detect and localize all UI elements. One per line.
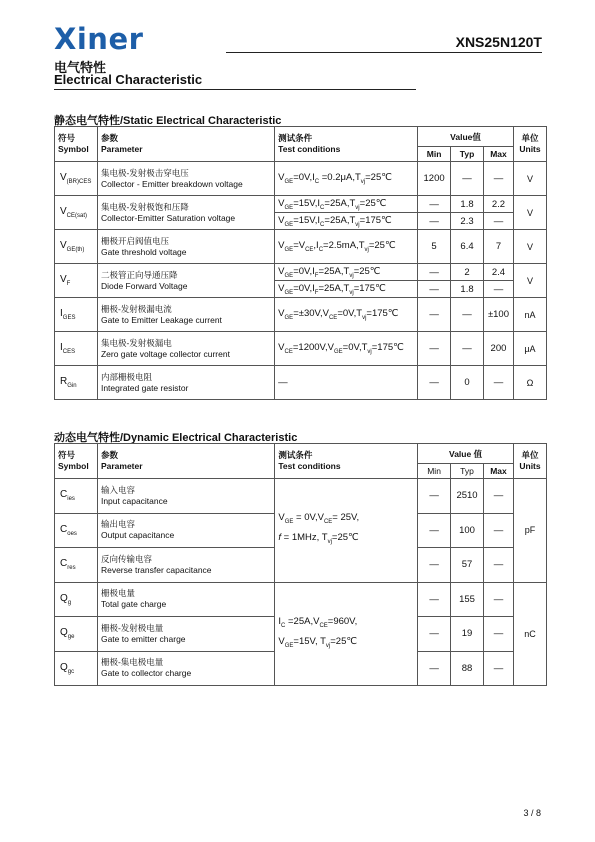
parameter-cell: 栅极-发射极漏电流 Gate to Emitter Leakage current [97,298,274,332]
min-cell: — [418,332,451,366]
header-units: 单位 Units [513,127,546,162]
symbol-cell: $I_{GES}$ [55,298,98,332]
table-row [55,162,547,196]
header-max: Max [483,147,513,162]
table-header-row [55,127,547,147]
symbol-cell: $I_{CES}$ [55,332,98,366]
typ-cell: 2510 [451,479,484,514]
symbol-cell: $C_{oes}$ [55,513,98,548]
min-cell: — [418,479,451,514]
min-cell: — [418,513,451,548]
parameter-cell: 栅极-集电极电量 Gate to collector charge [97,651,274,686]
static-characteristics-table [54,126,547,400]
typ-cell: 2.3 [451,213,484,230]
symbol-cell: $Q_{gc}$ [55,651,98,686]
table-row [55,582,547,617]
section-title-cn: 电气特性 [54,60,107,75]
table-row [55,230,547,264]
parameter-cell: 反向传输电容 Reverse transfer capacitance [97,548,274,583]
typ-cell: 1.8 [451,196,484,213]
max-cell: — [484,548,514,583]
max-cell: — [484,651,514,686]
max-cell: 2.2 [483,196,513,213]
typ-cell: 19 [451,617,484,652]
symbol-cell: $C_{ies}$ [55,479,98,514]
table-row [55,196,547,213]
header-parameter: 参数 Parameter [97,444,274,479]
symbol-cell: $V_{CE(sat)}$ [55,196,98,230]
typ-cell: 57 [451,548,484,583]
table-row [55,479,547,514]
typ-cell: 1.8 [451,281,484,298]
min-cell: — [418,548,451,583]
symbol-cell: $Q_g$ [55,582,98,617]
parameter-cell: 集电极-发射极漏电 Zero gate voltage collector current [97,332,274,366]
min-cell: — [418,281,451,298]
parameter-cell: 内部栅极电阻 Integrated gate resistor [97,366,274,400]
dynamic-characteristics-table [54,443,547,686]
header-value: Value 值 [418,444,514,464]
header-conditions: 测试条件 Test conditions [275,127,418,162]
header-symbol: 符号 Symbol [55,444,98,479]
table-row [55,264,547,281]
unit-cell: pF [513,479,546,583]
header-typ: Typ [451,147,484,162]
typ-cell: 100 [451,513,484,548]
max-cell: — [483,162,513,196]
unit-cell: nA [513,298,546,332]
table-row [55,366,547,400]
typ-cell: — [451,162,484,196]
condition-cell: $V_{CE}=1200V,V_{GE}=0V,T_{vj}=175℃$ [275,332,418,366]
header-typ: Typ [451,464,484,479]
symbol-cell: $V_F$ [55,264,98,298]
unit-cell: nC [513,582,546,686]
condition-cell: $I_C =25A,V_{CE}=960V$, $V_{GE}=15V$, $T_{vj}=25℃$ [275,582,418,686]
condition-cell: $V_{GE}=V_{CE},I_C=2.5mA,T_{vj}=25℃$ [275,230,418,264]
min-cell: — [418,582,451,617]
parameter-cell: 二极管正向导通压降 Diode Forward Voltage [97,264,274,298]
header-units: 单位 Units [513,444,546,479]
parameter-cell: 集电极-发射极饱和压降 Collector-Emitter Saturation voltage [97,196,274,230]
condition-cell: $V_{GE}=15V,I_C=25A,T_{vj}=175℃$ [275,213,418,230]
typ-cell: — [451,298,484,332]
table-header-row [55,444,547,464]
header-divider [226,52,542,53]
part-number: XNS25N120T [455,34,542,50]
header-min: Min [418,147,451,162]
max-cell: — [484,479,514,514]
unit-cell: V [513,264,546,298]
min-cell: 5 [418,230,451,264]
header-symbol: 符号 Symbol [55,127,98,162]
parameter-cell: 栅极开启阀值电压 Gate threshold voltage [97,230,274,264]
min-cell: — [418,366,451,400]
parameter-cell: 输出电容 Output capacitance [97,513,274,548]
max-cell: — [483,281,513,298]
header-max: Max [484,464,514,479]
max-cell: — [484,513,514,548]
condition-cell: $V_{GE} = 0V,V_{CE}= 25V$, f = 1MHz, $T_{vj}=25℃$ [275,479,418,583]
condition-cell: $V_{GE}=0V,I_F=25A,T_{vj}=25℃$ [275,264,418,281]
min-cell: — [418,617,451,652]
section-title-en: Electrical Characteristic [54,72,203,87]
table-row [55,332,547,366]
min-cell: — [418,298,451,332]
min-cell: 1200 [418,162,451,196]
dynamic-table-title: 动态电气特性/Dynamic Electrical Characteristic [54,432,298,444]
typ-cell: — [451,332,484,366]
header-conditions: 测试条件 Test conditions [275,444,418,479]
condition-cell: — [275,366,418,400]
max-cell: — [484,582,514,617]
table-row [55,298,547,332]
max-cell: 2.4 [483,264,513,281]
unit-cell: V [513,162,546,196]
unit-cell: V [513,196,546,230]
page-number: 3 / 8 [523,808,541,818]
unit-cell: μA [513,332,546,366]
parameter-cell: 栅极电量 Total gate charge [97,582,274,617]
unit-cell: V [513,230,546,264]
min-cell: — [418,651,451,686]
typ-cell: 88 [451,651,484,686]
typ-cell: 6.4 [451,230,484,264]
typ-cell: 2 [451,264,484,281]
condition-cell: $V_{GE}=\pm 30V,V_{CE}=0V,T_{vj}=175℃$ [275,298,418,332]
header-value: Value值 [418,127,514,147]
typ-cell: 0 [451,366,484,400]
unit-cell: Ω [513,366,546,400]
parameter-cell: 输入电容 Input capacitance [97,479,274,514]
max-cell: — [483,213,513,230]
symbol-cell: $R_{Gin}$ [55,366,98,400]
symbol-cell: $Q_{ge}$ [55,617,98,652]
symbol-cell: $V_{GE(th)}$ [55,230,98,264]
condition-cell: $V_{GE}=15V,I_C=25A,T_{vj}=25℃$ [275,196,418,213]
min-cell: — [418,196,451,213]
max-cell: 7 [483,230,513,264]
condition-cell: $V_{GE}=0V,I_C$ $=0.2\mu A,T_{vj}=25℃$ [275,162,418,196]
header-min: Min [418,464,451,479]
static-table-title: 静态电气特性/Static Electrical Characteristic [54,115,282,127]
section-divider [54,89,416,90]
max-cell: — [483,366,513,400]
condition-cell: $V_{GE}=0V,I_F=25A,T_{vj}=175℃$ [275,281,418,298]
min-cell: — [418,264,451,281]
symbol-cell: $C_{res}$ [55,548,98,583]
max-cell: 200 [483,332,513,366]
header-parameter: 参数 Parameter [97,127,274,162]
max-cell: ±100 [483,298,513,332]
min-cell: — [418,213,451,230]
xiner-logo: Xiner [54,22,144,56]
max-cell: — [484,617,514,652]
parameter-cell: 集电极-发射极击穿电压 Collector - Emitter breakdown voltage [97,162,274,196]
symbol-cell: $V_{(BR)CES}$ [55,162,98,196]
parameter-cell: 栅极-发射极电量 Gate to emitter charge [97,617,274,652]
typ-cell: 155 [451,582,484,617]
